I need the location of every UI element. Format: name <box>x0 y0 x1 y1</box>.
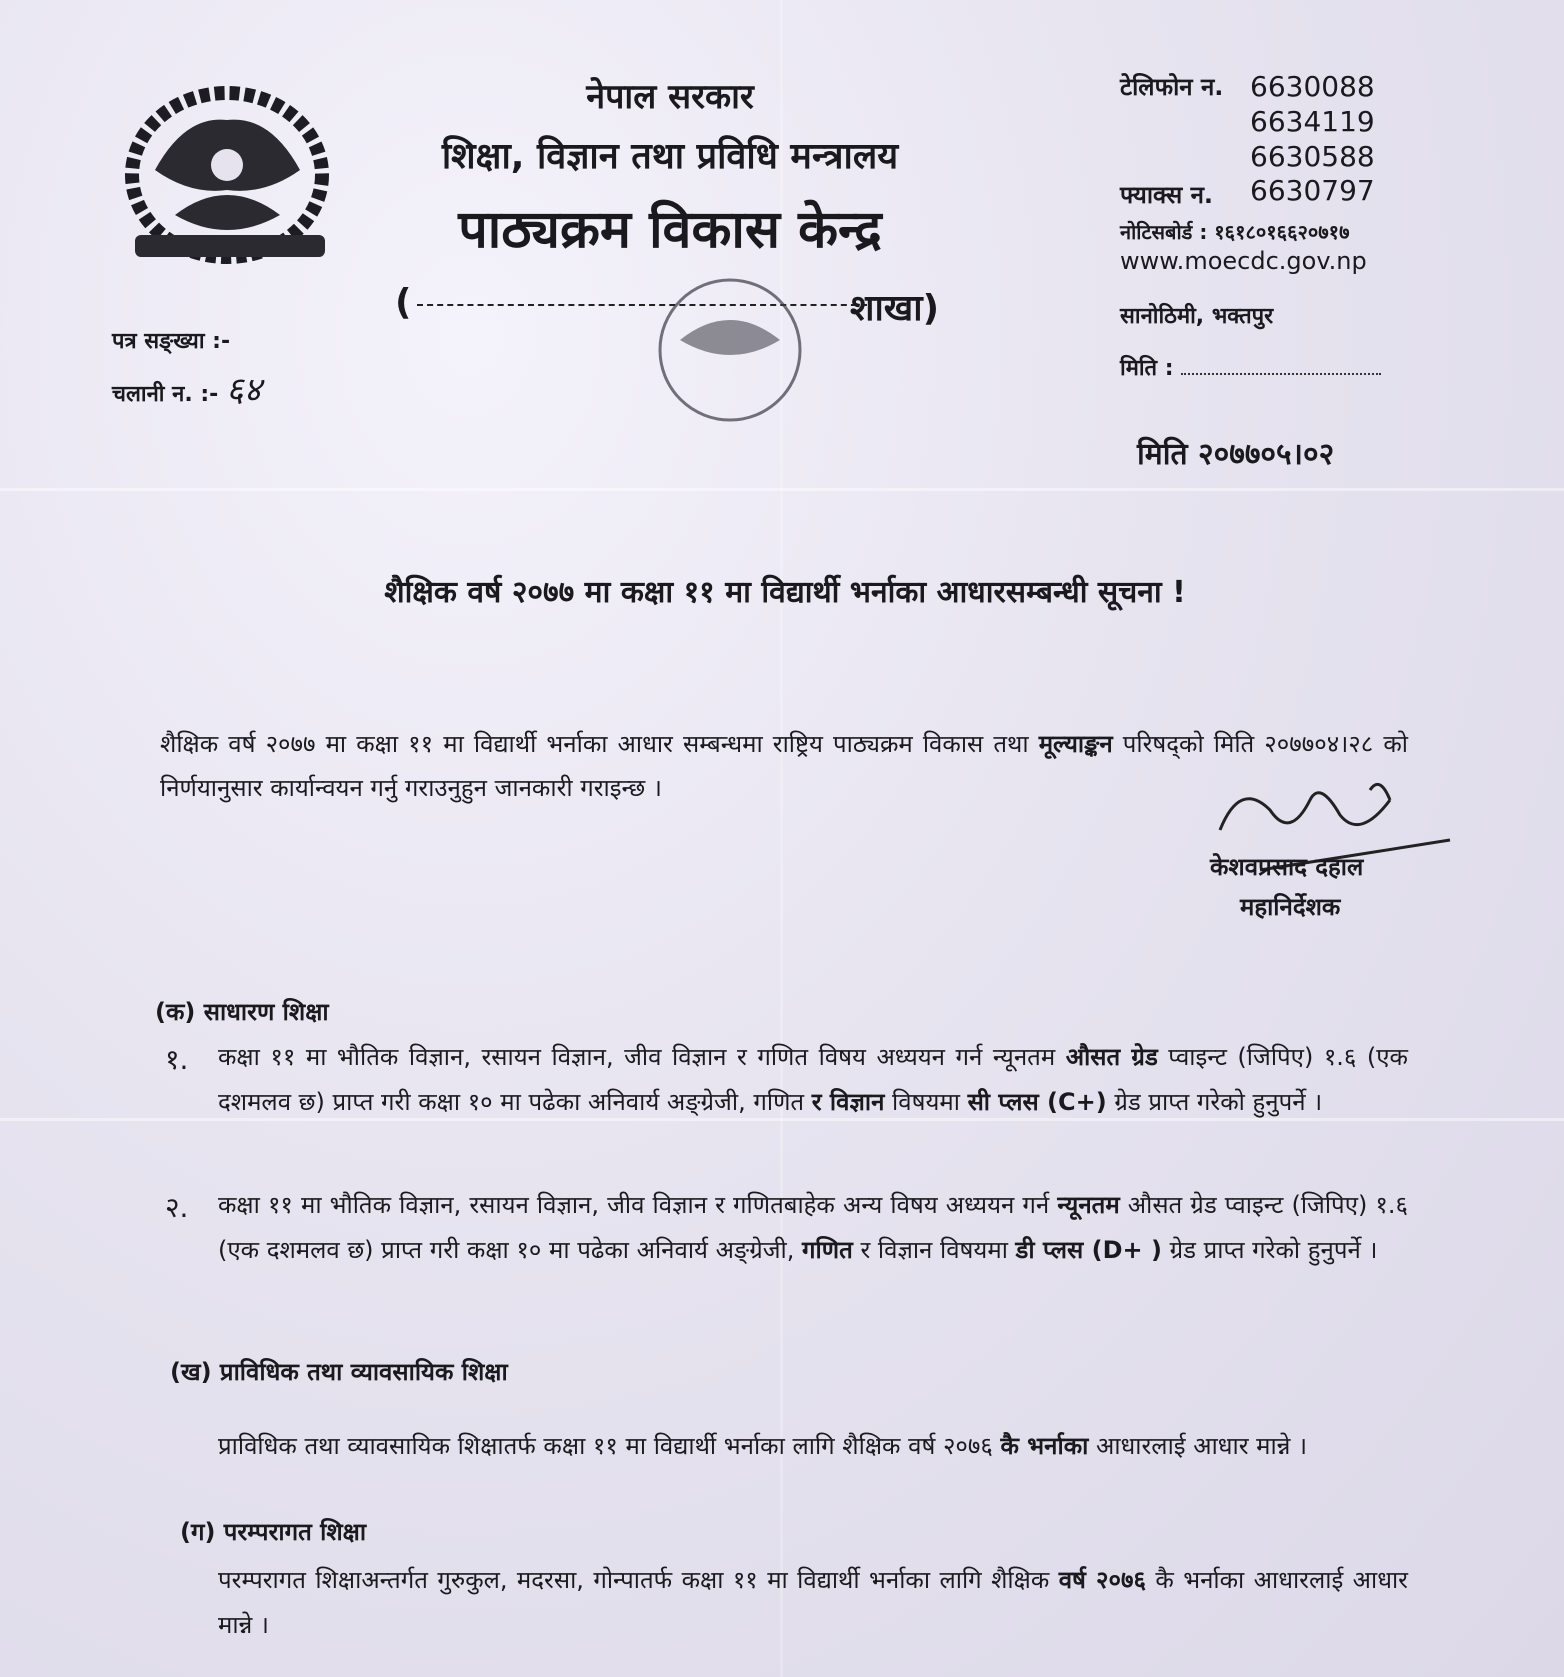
fax-label: फ्याक्स न. <box>1120 181 1214 209</box>
date-field-label <box>1120 352 1381 382</box>
notice-title: शैक्षिक वर्ष २०७७ मा कक्षा ११ मा विद्यार्थी भर्नाका आधारसम्बन्धी सूचना ! <box>384 575 1186 610</box>
ministry-name: शिक्षा, विज्ञान तथा प्रविधि मन्त्रालय <box>441 136 899 177</box>
item-bold-text: सी प्लस (C+) <box>967 1088 1107 1116</box>
fax-number: 6630797 <box>1250 174 1375 207</box>
section-heading-ka: (क) साधारण शिक्षा <box>155 998 329 1026</box>
item-text: कक्षा ११ मा भौतिक विज्ञान, रसायन विज्ञान, जीव विज्ञान र गणितबाहेक अन्य विषय अध्ययन गर्न <box>218 1191 1058 1219</box>
noticeboard: नोटिसबोर्ड : १६१८०१६६२०७१७ <box>1120 220 1350 244</box>
section-heading-ga: (ग) परम्परागत शिक्षा <box>180 1518 367 1546</box>
phone-row <box>1120 70 1375 103</box>
branch-label: शाखा) <box>850 288 940 329</box>
item-text: ग्रेड प्राप्त गरेको हुनुपर्ने । <box>1106 1088 1323 1116</box>
letter-number-label: पत्र सङ्ख्या :- <box>112 329 231 354</box>
list-item <box>218 1035 1408 1125</box>
date-blank <box>1181 373 1381 375</box>
address: सानोठिमी, भक्तपुर <box>1120 304 1274 329</box>
item-bold-text: गणित <box>802 1236 853 1264</box>
fax-row <box>1120 174 1375 211</box>
section-bold-text: वर्ष २०७६ <box>1058 1566 1146 1594</box>
office-stamp <box>600 240 860 480</box>
date-label: मिति : <box>1120 356 1174 381</box>
item-text: ग्रेड प्राप्त गरेको हुनुपर्ने । <box>1161 1236 1378 1264</box>
intro-text-end: परिषद्को मिति २०७७०४।२८ को निर्णयानुसार कार्यान्वयन गर्नु गराउनुहुन जानकारी गराइन्छ । <box>160 730 1408 802</box>
phone-number: 6630588 <box>1250 140 1375 173</box>
section-bold-text: कै भर्नाका <box>1000 1432 1089 1460</box>
item-text: प्वाइन्ट (जिपिए) १.६ (एक दशमलव छ) प्राप्त गरी कक्षा १० मा पढेका अनिवार्य अङ्ग्रेजी, गणित <box>218 1043 1408 1116</box>
letter-date: मिति २०७७०५।०२ <box>1137 437 1335 472</box>
dispatch-row <box>112 365 261 411</box>
office-name: पाठ्यक्रम विकास केन्द्र <box>458 200 882 260</box>
intro-text: शैक्षिक वर्ष २०७७ मा कक्षा ११ मा विद्यार्थी भर्नाका आधार सम्बन्धमा राष्ट्रिय पाठ्यक्रम विकास तथा <box>160 730 1039 758</box>
section-text: परम्परागत शिक्षाअन्तर्गत गुरुकुल, मदरसा, गोन्पातर्फ कक्षा ११ मा विद्यार्थी भर्नाका लागि शैक्षिक <box>218 1566 1059 1594</box>
phone-label: टेलिफोन न. <box>1120 73 1224 101</box>
signatory-title: महानिर्देशक <box>1240 893 1341 921</box>
signature-mark-icon <box>1200 770 1460 910</box>
item-bold-text: न्यूनतम <box>1057 1191 1120 1219</box>
item-text: र विज्ञान विषयमा <box>852 1236 1016 1264</box>
item-number: १. <box>165 1043 189 1076</box>
item-bold-text: र विज्ञान <box>811 1088 885 1116</box>
section-ga-text <box>218 1558 1408 1648</box>
intro-bold-text: मूल्याङ्कन <box>1038 730 1113 758</box>
section-text: आधारलाई आधार मान्ने । <box>1088 1432 1308 1460</box>
government-name: नेपाल सरकार <box>586 77 754 117</box>
dispatch-number: ६४ <box>225 370 262 410</box>
website-link[interactable]: www.moecdc.gov.np <box>1120 247 1367 275</box>
item-bold-text: औसत ग्रेड <box>1065 1043 1158 1071</box>
signatory-name: केशवप्रसाद दहाल <box>1210 853 1364 881</box>
item-text: कक्षा ११ मा भौतिक विज्ञान, रसायन विज्ञान, जीव विज्ञान र गणित विषय अध्ययन गर्न न्यूनतम <box>218 1043 1066 1071</box>
dispatch-label: चलानी न. :- <box>112 382 219 407</box>
section-text: कै भर्नाका आधारलाई आधार मान्ने । <box>218 1566 1408 1639</box>
branch-open-paren: ( <box>395 282 412 323</box>
phone-number: 6630088 <box>1250 70 1375 103</box>
item-bold-text: डी प्लस (D+ ) <box>1015 1236 1162 1264</box>
item-number: २. <box>165 1191 189 1224</box>
item-text: औसत ग्रेड प्वाइन्ट (जिपिए) १.६ (एक दशमलव छ) प्राप्त गरी कक्षा १० मा पढेका अनिवार्य अङ्ग्रेजी, <box>218 1191 1409 1264</box>
list-item <box>218 1183 1408 1273</box>
nepal-emblem-icon <box>115 75 345 270</box>
section-heading-kha: (ख) प्राविधिक तथा व्यावसायिक शिक्षा <box>170 1358 508 1386</box>
section-text: प्राविधिक तथा व्यावसायिक शिक्षातर्फ कक्षा ११ मा विद्यार्थी भर्नाका लागि शैक्षिक वर्ष २०७६ <box>218 1432 1001 1460</box>
phone-number: 6634119 <box>1250 105 1375 138</box>
item-text: विषयमा <box>884 1088 968 1116</box>
section-kha-text <box>218 1424 1408 1469</box>
